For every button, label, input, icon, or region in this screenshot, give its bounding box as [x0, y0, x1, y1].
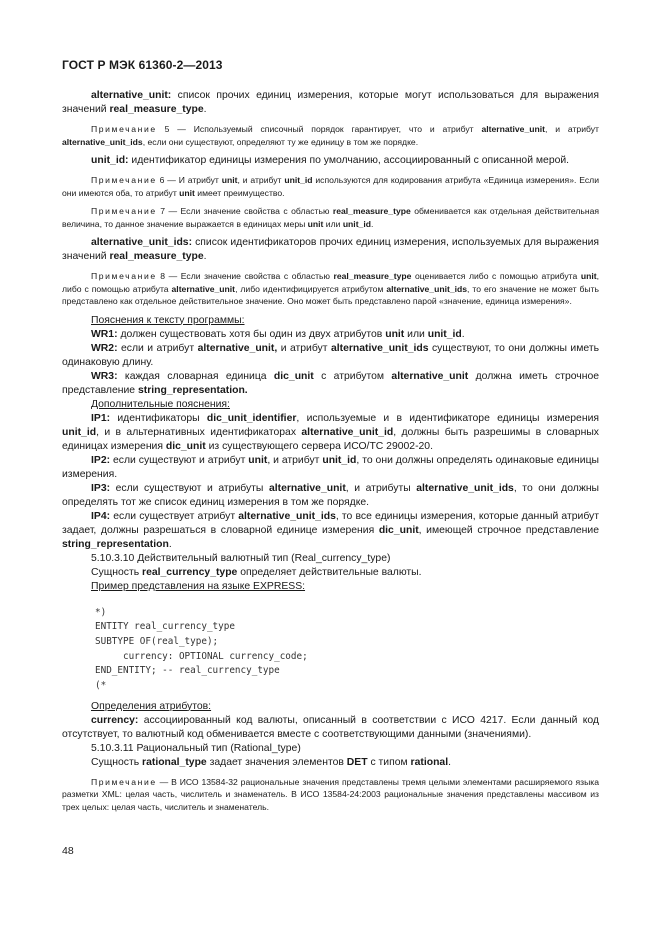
- page-header: ГОСТ Р МЭК 61360-2—2013: [62, 58, 223, 72]
- note-7: Примечание 7 — Если значение свойства с областью real_measure_type обменивается как отдельная действительная величина, то данное значение выражается в единицах меры unit или unit_id.: [62, 206, 600, 229]
- attribute-definitions-heading: Определения атрибутов:: [91, 700, 212, 712]
- rule-ip2: IP2: если существуют и атрибут unit, и атрибут unit_id, то они должны определять одинаковые единицы измерения.: [62, 454, 600, 480]
- express-example-heading: Пример представления на языке EXPRESS:: [91, 580, 306, 592]
- rule-ip4: IP4: если существует атрибут alternative_unit_ids, то все единицы измерения, которые данный атрибут задает, должны разрешаться в словарной единице измерения dic_unit, имеющей строчное представление string_representation.: [62, 510, 600, 550]
- section-heading-5-10-3-10: 5.10.3.10 Действительный валютный тип (Real_currency_type): [91, 552, 391, 564]
- note-6: Примечание 6 — И атрибут unit, и атрибут unit_id используются для кодирования атрибута «Единица измерения». Если они имеются оба, то атрибут unit имеет преимущество.: [62, 175, 599, 198]
- express-code-block: *) ENTITY real_currency_type SUBTYPE OF(real_type); currency: OPTIONAL currency_code; END_ENTITY; -- real_currency_type (*: [95, 606, 308, 692]
- note-rational: Примечание — В ИСО 13584-32 рациональные значения представлены тремя целыми элементами расширяемого языка разметки XML: целая часть, числитель и знаменатель. В ИСО 13584-24:2003 рациональные значения представлены массивом из трех целых: целая часть, числитель и знаменатель.: [62, 776, 599, 812]
- additional-notes-heading: Дополнительные пояснения:: [91, 398, 230, 410]
- rule-ip1: IP1: идентификаторы dic_unit_identifier, используемые и в идентификаторе единицы измерения unit_id, и в альтернативных идентификаторах alternative_unit_id, должны быть разрешимы в словарных единицах измерения dic_unit из существующего сервера ИСО/ТС 29002-20.: [62, 412, 599, 452]
- note-5: Примечание 5 — Используемый списочный порядок гарантирует, что и атрибут alternative_unit, и атрибут alternative_unit_ids, если они существуют, определяют ту же единицу в том же порядке.: [62, 124, 599, 147]
- section-text-5-10-3-10: Сущность real_currency_type определяет действительные валюты.: [91, 566, 422, 578]
- program-notes-heading: Пояснения к тексту программы:: [91, 314, 245, 326]
- rule-wr3: WR3: каждая словарная единица dic_unit с атрибутом alternative_unit должна иметь строчное представление string_representation.: [62, 370, 600, 396]
- note-8: Примечание 8 — Если значение свойства с областью real_measure_type оценивается либо с помощью атрибута unit, либо с помощью атрибута alternative_unit, либо идентифицируется атрибутом alternative_unit_ids, то его значение не может быть представлено как отдельное действительное значение. Оно может быть представлено парой «значение, единица измерения».: [62, 271, 599, 306]
- rule-ip3: IP3: если существуют и атрибуты alternative_unit, и атрибуты alternative_unit_ids, то они должны определять тот же список единиц измерения в том же порядке.: [62, 482, 600, 508]
- rule-wr2: WR2: если и атрибут alternative_unit, и атрибут alternative_unit_ids существуют, то они должны иметь одинаковую длину.: [62, 342, 599, 368]
- def-currency: currency: ассоциированный код валюты, описанный в соответствии с ИСО 4217. Если данный код отсутствует, то валютный код обменивается вместе с соответствующими данными (значениями).: [62, 714, 599, 740]
- page-body: [62, 89, 599, 819]
- rule-wr1: WR1: должен существовать хотя бы один из двух атрибутов unit или unit_id.: [91, 328, 465, 340]
- def-alternative-unit-ids: alternative_unit_ids: список идентификаторов прочих единиц измерения, используемых для выражения значений real_measure_type.: [62, 237, 599, 262]
- def-unit-id: unit_id: идентификатор единицы измерения по умолчанию, ассоциированный с описанной мерой.: [91, 155, 570, 166]
- section-heading-5-10-3-11: 5.10.3.11 Рациональный тип (Rational_type): [91, 742, 301, 754]
- def-alternative-unit: alternative_unit: список прочих единиц измерения, которые могут использоваться для выражения значений real_measure_type.: [62, 90, 599, 115]
- section-text-5-10-3-11: Сущность rational_type задает значения элементов DET с типом rational.: [91, 756, 451, 768]
- page-number: 48: [62, 845, 74, 857]
